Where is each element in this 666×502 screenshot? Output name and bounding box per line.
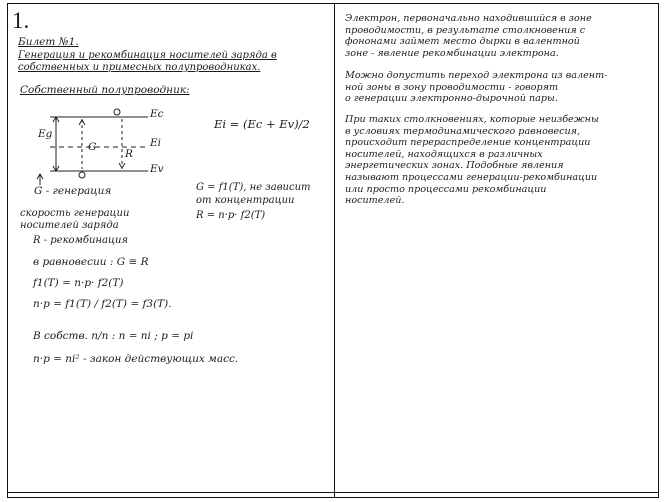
subtitle-line-2: собственных и примесных полупроводниках. (18, 62, 261, 73)
paragraph-2 (345, 70, 647, 105)
note-generation: G - генерация (34, 185, 112, 197)
column-divider (334, 3, 335, 498)
paragraph-1-line: фононами займет место дырки в валентной (345, 36, 580, 48)
label-r: R (125, 148, 133, 160)
paragraph-3-line: носителей. (345, 195, 405, 207)
note-rate-1: скорость генерации (20, 208, 130, 219)
label-g: G (88, 141, 97, 153)
ei-formula: Ei = (Ec + Ev)/2 (214, 117, 310, 131)
note-f1: f1(T) = n·p· f2(T) (33, 277, 124, 289)
paragraph-3-line: или просто процессами рекомбинации (345, 183, 547, 195)
paragraph-2-line: ной зоны в зону проводимости - говорят (345, 81, 559, 93)
label-ev: Ev (150, 163, 164, 175)
paragraph-1-line: проводимости, в результате столкновения с (345, 24, 586, 36)
note-recombination: R - рекомбинация (33, 235, 128, 246)
label-eg: Eg (38, 128, 53, 140)
paragraph-3 (345, 114, 647, 207)
paragraph-3-line: в условиях термодинамического равновесия, (345, 125, 581, 137)
note-equilibrium: в равновесии : G ≡ R (33, 256, 149, 268)
subtitle-line-1: Генерация и рекомбинация носителей заряда в (18, 50, 277, 61)
label-ec: Ec (150, 108, 164, 120)
paragraph-3-line: энергетических зонах. Подобные явления (345, 160, 564, 172)
note-g-func: G = f1(T), не зависит (196, 182, 311, 193)
note-intrinsic: В собств. п/п : n = ni ; p = pi (33, 330, 194, 342)
paragraph-1-line: зоне - явление рекомбинации электрона. (345, 47, 559, 59)
paragraph-2-line: о генерации электронно-дырочной пары. (345, 93, 558, 105)
paragraph-1-line: Электрон, первоначально находившийся в зоне (345, 13, 592, 24)
note-g-func-2: от концентрации (196, 195, 295, 206)
paragraph-1 (345, 13, 647, 59)
paragraph-3-line: называют процессами генерации-рекомбинации (345, 171, 598, 183)
note-rate-2: носителей заряда (20, 220, 119, 231)
paragraph-3-line: происходит перераспределение концентрации (345, 137, 591, 149)
label-ei: Ei (150, 137, 162, 149)
note-mass-action: n·p = ni² - закон действующих масс. (33, 353, 239, 365)
paragraph-3-line: носителей, находящихся в различных (345, 148, 543, 160)
bottom-rule (7, 492, 659, 493)
ticket-title: Билет №1. (18, 36, 79, 48)
paragraph-3-line: При таких столкновениях, которые неизбежны (345, 114, 599, 125)
note-np-ratio: n·p = f1(T) / f2(T) = f3(T). (33, 298, 172, 310)
paragraph-2-line: Можно допустить переход электрона из валент- (345, 70, 608, 81)
section-heading: Собственный полупроводник: (20, 84, 190, 96)
note-r-formula: R = n·p· f2(T) (196, 210, 266, 221)
item-number: 1. (12, 8, 30, 33)
